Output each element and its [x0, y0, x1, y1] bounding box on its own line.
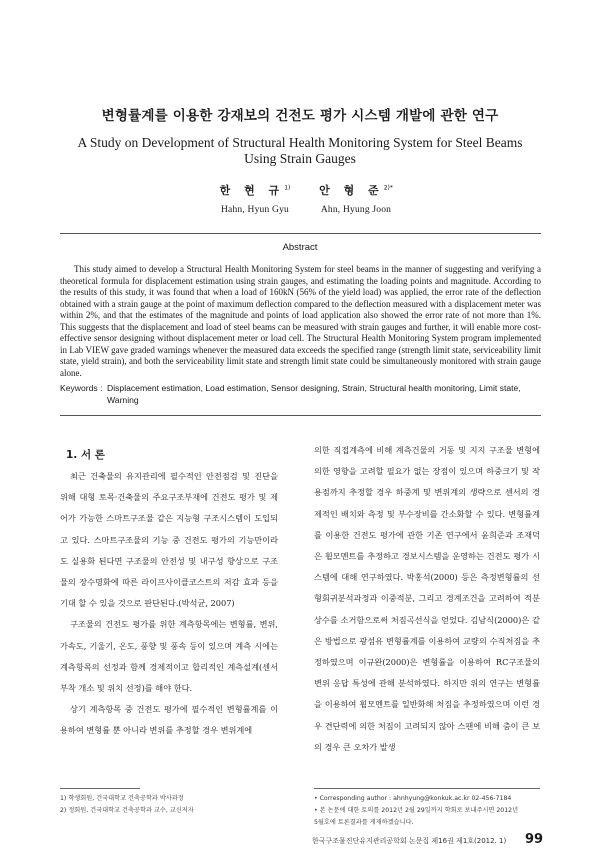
intro-paragraph-2: 구조물의 건전도 평가를 위한 계측항목에는 변형률, 변위, 가속도, 기울기, 온도, 풍향 및 풍속 등이 있으며 계측 시에는 계측항목의 선정과 함께 경제적이고 합리적인 계측설계(센서부착 개소 및 위치 선정)를 해야 한다. [60, 619, 278, 694]
abstract-heading: Abstract [282, 242, 318, 253]
author-1-mark: 1) [284, 184, 291, 192]
intro-paragraph-3: 상기 계측항목 중 건전도 평가에 필수적인 변형률계를 이용하여 변형률 뿐 아니라 변위를 추정할 경우 변위계에 [60, 704, 278, 736]
footnotes-right [314, 793, 540, 829]
author-1-name-en: Hahn, Hyun Gyu [221, 205, 289, 215]
footnote-1: 1) 학생회원, 건국대학교 건축공학과 박사과정 [60, 795, 184, 802]
paper-title-english: A Study on Development of Structural Health Monitoring System for Steel Beams Using Strain Gauges [77, 135, 523, 166]
author-2-name-ko: 안 형 준 [319, 184, 384, 197]
paper-title-korean: 변형률계를 이용한 강재보의 건전도 평가 시스템 개발에 관한 연구 [101, 108, 499, 124]
corresponding-author-note: • Corresponding author : ahnhyung@konkuk.ac.kr 02-456-7184 [314, 795, 512, 802]
abstract-top-rule [60, 233, 541, 234]
footnote-2: 2) 정회원, 건국대학교 건축공학과 교수, 교신저자 [60, 807, 194, 814]
section-title: 1. 서 론 [66, 449, 105, 461]
author-1 [200, 182, 310, 215]
discussion-note-1: • 본 논문에 대한 토의를 2012년 2월 29일까지 학회로 보내주시면 2012년 [314, 807, 519, 814]
intro-paragraph-continued: 의한 직접계측에 비해 계측건물의 거동 및 지지 구조물 변형에 의한 영향을 고려할 필요가 없는 장점이 있으며 하중크기 및 작용점까지 추정할 경우 하중계 및 변위계의 생략으로 센서의 경제적인 배치와 측정 및 부수장비를 간소화할 수 있다. 변형률계를 이용한 건전도 평가에 관한 기존 연구에서 윤희준과 조재덕은 휨모멘트를 추정하고 경보시스템을 운영하는 건전도 평가 시스템에 대해 연구하였다. 박홍석(2000) 등은 측정변형률의 선형회귀분석과정과 이중적분, 그리고 경계조건을 고려하여 적분상수를 소거함으로써 처짐곡선식을 얻었다. 김남식(2000)은 같은 방법으로 광섬유 변형률계를 이용하여 교량의 수직처짐을 추정하였으며 이규완(2000)은 변형률을 이용하여 RC구조물의 변위 응답 특성에 관해 분석하였다. 하지만 위의 연구는 변형률을 이용하여 휨모멘트를 일반화해 처짐을 추정하였으며 이런 경우 견단력에 의한 처짐이 고려되지 않아 스팬에 비해 춤이 큰 보의 경우 큰 오차가 발생 [314, 445, 540, 752]
author-block [0, 182, 600, 222]
journal-citation: 한국구조물진단유지관리공학회 논문집 제16권 제1호(2012. 1) [312, 837, 507, 845]
author-2-mark: 2)* [383, 184, 393, 192]
keywords-list: Displacement estimation, Load estimation, Sensor designing, Strain, Structural health monitoring, Limit state, Warning [107, 383, 521, 405]
left-column [60, 448, 278, 742]
page-number: 99 [525, 832, 544, 847]
footnote-rule-right [314, 788, 540, 789]
author-2-name-en: Ahn, Hyung Joon [320, 205, 392, 215]
abstract-text: This study aimed to develop a Structural Health Monitoring System for steel beams in the manner of suggesting and verifying a theoretical formula for displacement estimation using strain gauges, and estimating the loading points and magnitude. According to the results of this study, it was found that when a load of 160kN (56% of the yield load) was applied, the error rate of the deflection obtained with a strain gauge at the point of maximum deflection compared to the deflection measured with a displacement meter was within 2%, and that the estimates of the magnitude and points of load application also showed the error rate of not more than 1%. This suggests that the displacement and load of steel beams can be measured with strain gauges and further, it will enable more cost-effective sensor designing without displacement meter or load cell. The Structural Health Monitoring System program implemented in Lab VIEW gave graded warnings whenever the measured data exceeds the specified range (strength limit state, serviceability limit state, yield strain), and both the serviceability limit state and strength limit state could be simultaneously monitored with strain gauge alone. [60, 264, 541, 378]
author-2 [296, 182, 416, 215]
keywords-bottom-rule [60, 415, 541, 416]
footnote-rule-left [60, 788, 140, 789]
keywords-label: Keywords : [60, 383, 103, 393]
discussion-note-2: 5월호에 토론결과를 게재하겠습니다. [314, 819, 414, 826]
intro-paragraph-1: 최근 건축물의 유지관리에 필수적인 안전점검 및 진단을 위해 대형 토목·건축물의 주요구조부재에 건전도 평가 및 제어가 가능한 스마트구조물 같은 지능형 구조시스템이 도입되고 있다. 스마트구조물의 기능 중 건전도 평가의 기능만이라도 실용화 된다면 구조물의 안전성 및 내구성 향상으로 구조물의 장수명화에 따른 라이프사이클코스트의 저감 효과 등을 기대 할 수 있을 것으로 판단된다.(박석균, 2007) [60, 471, 278, 609]
footnotes-left [60, 793, 290, 817]
author-1-name-ko: 한 현 규 [219, 184, 285, 197]
right-column [314, 440, 540, 758]
